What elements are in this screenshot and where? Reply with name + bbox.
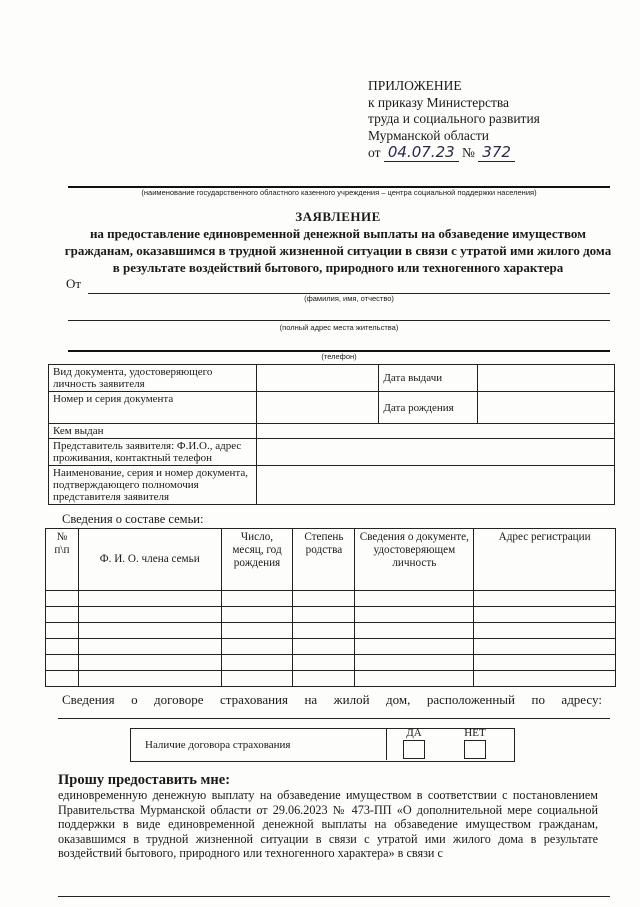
doc-number-field[interactable]	[256, 392, 379, 424]
representative-field[interactable]	[256, 439, 614, 466]
yes-checkbox[interactable]	[403, 740, 425, 759]
table-cell[interactable]	[221, 607, 293, 623]
no-checkbox[interactable]	[464, 740, 486, 759]
table-cell[interactable]	[221, 655, 293, 671]
insurance-word: о	[131, 692, 138, 707]
representative-label: Представитель заявителя: Ф.И.О., адрес проживания, контактный телефон	[49, 439, 257, 466]
title-subtitle: на предоставление единовременной денежной выплаты на обзаведение имуществом гражданам, оказавшимся в трудной жизненной ситуации в связи с утратой ими жилого дома в результате воздействий бытового, природного или техногенного характера	[64, 226, 612, 275]
fio-caption: (фамилия, имя, отчество)	[304, 294, 394, 303]
insurance-word: Сведения	[62, 692, 115, 707]
insurance-word: по	[531, 692, 545, 707]
insurance-yes[interactable]	[393, 727, 435, 759]
table-row	[46, 655, 616, 671]
table-cell[interactable]	[355, 671, 474, 687]
table-cell[interactable]	[474, 591, 616, 607]
insurance-word: страхования	[219, 692, 288, 707]
table-cell[interactable]	[474, 671, 616, 687]
appendix-date-line	[368, 144, 540, 162]
table-cell[interactable]	[46, 591, 79, 607]
table-cell[interactable]	[293, 591, 355, 607]
table-cell[interactable]	[46, 655, 79, 671]
yes-label: ДА	[406, 727, 422, 739]
family-col-document: Сведения о документе, удостоверяющем личность	[355, 529, 474, 591]
family-section-title: Сведения о составе семьи:	[62, 512, 204, 526]
title-main: ЗАЯВЛЕНИЕ	[295, 209, 381, 224]
appendix-line-3: труда и социального развития	[368, 111, 540, 126]
appendix-line-4: Мурманской области	[368, 127, 489, 143]
phone-caption: (телефон)	[321, 352, 357, 361]
insurance-word: договоре	[154, 692, 204, 707]
table-cell[interactable]	[355, 607, 474, 623]
family-col-name: Ф. И. О. члена семьи	[78, 529, 221, 591]
rep-document-label: Наименование, серия и номер документа, подтверждающего полномочия представителя заявителя	[49, 466, 257, 505]
table-cell[interactable]	[293, 655, 355, 671]
applicant-document-table	[48, 364, 615, 505]
insurance-line	[62, 692, 602, 708]
table-row	[46, 623, 616, 639]
table-cell[interactable]	[46, 607, 79, 623]
family-col-number: № п\п	[46, 529, 79, 591]
insurance-divider	[386, 728, 387, 760]
appendix-block	[368, 78, 540, 162]
table-cell[interactable]	[474, 623, 616, 639]
table-cell[interactable]	[221, 671, 293, 687]
table-cell[interactable]	[355, 639, 474, 655]
no-label: НЕТ	[464, 727, 486, 739]
table-cell[interactable]	[474, 607, 616, 623]
table-cell[interactable]	[293, 671, 355, 687]
appendix-title: ПРИЛОЖЕНИЕ	[368, 78, 462, 93]
table-row	[46, 591, 616, 607]
insurance-label: Наличие договора страхования	[145, 739, 291, 751]
table-cell[interactable]	[355, 591, 474, 607]
insurance-word: расположенный	[426, 692, 516, 707]
family-col-birth: Число, месяц, год рождения	[221, 529, 293, 591]
table-cell[interactable]	[46, 623, 79, 639]
order-number: 372	[478, 143, 515, 162]
insurance-word: жилой	[333, 692, 370, 707]
table-cell[interactable]	[78, 639, 221, 655]
document-title	[60, 208, 616, 276]
table-cell[interactable]	[355, 623, 474, 639]
doc-type-field[interactable]	[256, 365, 379, 392]
family-col-relation: Степень родства	[293, 529, 355, 591]
table-cell[interactable]	[46, 639, 79, 655]
table-row	[46, 639, 616, 655]
birth-date-field[interactable]	[478, 392, 615, 424]
insurance-address-line[interactable]	[58, 718, 610, 719]
doc-type-label: Вид документа, удостоверяющего личность заявителя	[49, 365, 257, 392]
reason-line[interactable]	[58, 896, 610, 897]
insurance-word: дом,	[386, 692, 411, 707]
table-cell[interactable]	[78, 623, 221, 639]
table-cell[interactable]	[221, 591, 293, 607]
number-label: №	[462, 145, 475, 160]
institution-caption: (наименование государственного областного казенного учреждения – центра социальной поддержки населения)	[141, 188, 537, 197]
table-cell[interactable]	[293, 623, 355, 639]
family-col-address: Адрес регистрации	[474, 529, 616, 591]
request-text: единовременную денежную выплату на обзаведение имуществом в соответствии с постановлением Правительства Мурманской области от 29.06.2023 № 473-ПП «О дополнительной мере социальной поддержки в виде единовременной денежной выплаты на обзаведение имуществом гражданам, оказавшимся в трудной жизненной ситуации в связи с утратой ими жилого дома в результате воздействий бытового, природного или техногенного характера» в связи с	[58, 788, 598, 860]
table-cell[interactable]	[46, 671, 79, 687]
issued-by-field[interactable]	[256, 424, 614, 439]
table-row	[46, 671, 616, 687]
address-line[interactable]	[68, 320, 610, 321]
doc-number-label: Номер и серия документа	[49, 392, 257, 424]
issue-date-label: Дата выдачи	[379, 365, 478, 392]
table-cell[interactable]	[293, 607, 355, 623]
request-heading: Прошу предоставить мне:	[58, 772, 231, 788]
issue-date-field[interactable]	[478, 365, 615, 392]
birth-date-label: Дата рождения	[379, 392, 478, 424]
from-label: от	[368, 145, 381, 160]
from-label-applicant: От	[66, 276, 82, 291]
insurance-word: адресу:	[561, 692, 602, 707]
order-date: 04.07.23	[384, 143, 459, 162]
table-row	[46, 607, 616, 623]
insurance-word: на	[304, 692, 318, 707]
table-cell[interactable]	[474, 639, 616, 655]
table-cell[interactable]	[78, 671, 221, 687]
table-cell[interactable]	[474, 655, 616, 671]
table-cell[interactable]	[78, 591, 221, 607]
table-cell[interactable]	[78, 655, 221, 671]
table-cell[interactable]	[78, 607, 221, 623]
table-cell[interactable]	[293, 639, 355, 655]
table-cell[interactable]	[221, 623, 293, 639]
appendix-line-2: к приказу Министерства	[368, 94, 510, 110]
address-caption: (полный адрес места жительства)	[279, 323, 399, 332]
table-cell[interactable]	[355, 655, 474, 671]
rep-document-field[interactable]	[256, 466, 614, 505]
family-table	[45, 528, 616, 687]
issued-by-label: Кем выдан	[49, 424, 257, 439]
insurance-no[interactable]	[454, 727, 496, 759]
table-cell[interactable]	[221, 639, 293, 655]
